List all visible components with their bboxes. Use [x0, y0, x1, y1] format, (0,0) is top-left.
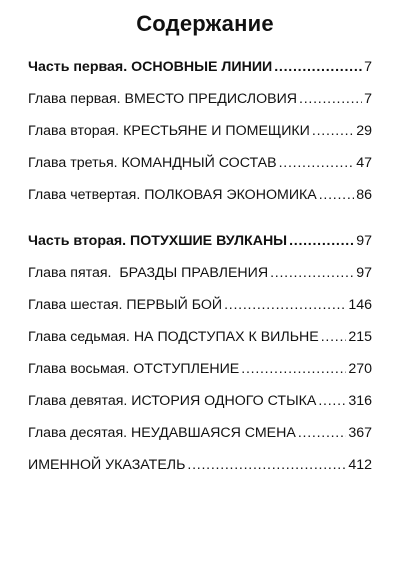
toc-part-two [28, 230, 372, 250]
dot-leader [318, 392, 346, 410]
toc-chapter-label: ИМЕННОЙ УКАЗАТЕЛЬ [28, 457, 186, 473]
toc-page-number: 316 [348, 393, 372, 409]
toc-chapter-label: Глава седьмая. НА ПОДСТУПАХ К ВИЛЬНЕ [28, 329, 319, 345]
toc-chapter-2 [28, 120, 372, 140]
toc-chapter-10 [28, 422, 372, 442]
page-title: Содержание [136, 11, 274, 36]
toc-chapter-9 [28, 390, 372, 410]
dot-leader [319, 186, 354, 204]
toc-chapter-6 [28, 294, 372, 314]
dot-leader [312, 122, 354, 140]
dot-leader [279, 154, 355, 172]
toc-part-label: Часть вторая. ПОТУХШИЕ ВУЛКАНЫ [28, 233, 288, 249]
toc-chapter-label: Глава десятая. НЕУДАВШАЯСЯ СМЕНА [28, 425, 296, 441]
toc-page-number: 215 [348, 329, 372, 345]
toc-page-number: 367 [348, 425, 372, 441]
toc-page-number: 86 [356, 187, 372, 203]
toc-page-number: 7 [364, 91, 372, 107]
toc-page-number: 29 [356, 123, 372, 139]
dot-leader [299, 90, 362, 108]
toc-chapter-1 [28, 88, 372, 108]
toc-chapter-label: Глава первая. ВМЕСТО ПРЕДИСЛОВИЯ [28, 91, 298, 107]
toc-chapter-label: Глава вторая. КРЕСТЬЯНЕ И ПОМЕЩИКИ [28, 123, 310, 139]
toc-page-number: 412 [348, 457, 372, 473]
toc-page-number: 97 [356, 233, 372, 249]
toc-chapter-label: Глава шестая. ПЕРВЫЙ БОЙ [28, 297, 223, 313]
toc-chapter-5 [28, 262, 372, 282]
dot-leader [298, 424, 346, 442]
toc-name-index [28, 454, 372, 474]
dot-leader [274, 58, 362, 76]
dot-leader [270, 264, 354, 282]
toc-page-number: 97 [356, 265, 372, 281]
toc-chapter-label: Глава пятая. БРАЗДЫ ПРАВЛЕНИЯ [28, 265, 269, 281]
dot-leader [224, 296, 346, 314]
toc-chapter-8 [28, 358, 372, 378]
dot-leader [289, 232, 354, 250]
toc-part-label: Часть первая. ОСНОВНЫЕ ЛИНИИ [28, 59, 273, 75]
dot-leader [187, 456, 346, 474]
toc-chapter-4 [28, 184, 372, 204]
toc-page-number: 7 [364, 59, 372, 75]
toc-page-number: 146 [348, 297, 372, 313]
dot-leader [241, 360, 346, 378]
toc-page-number: 47 [356, 155, 372, 171]
dot-leader [321, 328, 347, 346]
toc-chapter-label: Глава восьмая. ОТСТУПЛЕНИЕ [28, 361, 240, 377]
toc-chapter-label: Глава четвертая. ПОЛКОВАЯ ЭКОНОМИКА [28, 187, 317, 203]
toc-chapter-3 [28, 152, 372, 172]
toc-chapter-label: Глава девятая. ИСТОРИЯ ОДНОГО СТЫКА [28, 393, 317, 409]
toc-page-number: 270 [348, 361, 372, 377]
toc-part-one [28, 56, 372, 76]
toc-chapter-label: Глава третья. КОМАНДНЫЙ СОСТАВ [28, 155, 277, 171]
toc-chapter-7 [28, 326, 372, 346]
